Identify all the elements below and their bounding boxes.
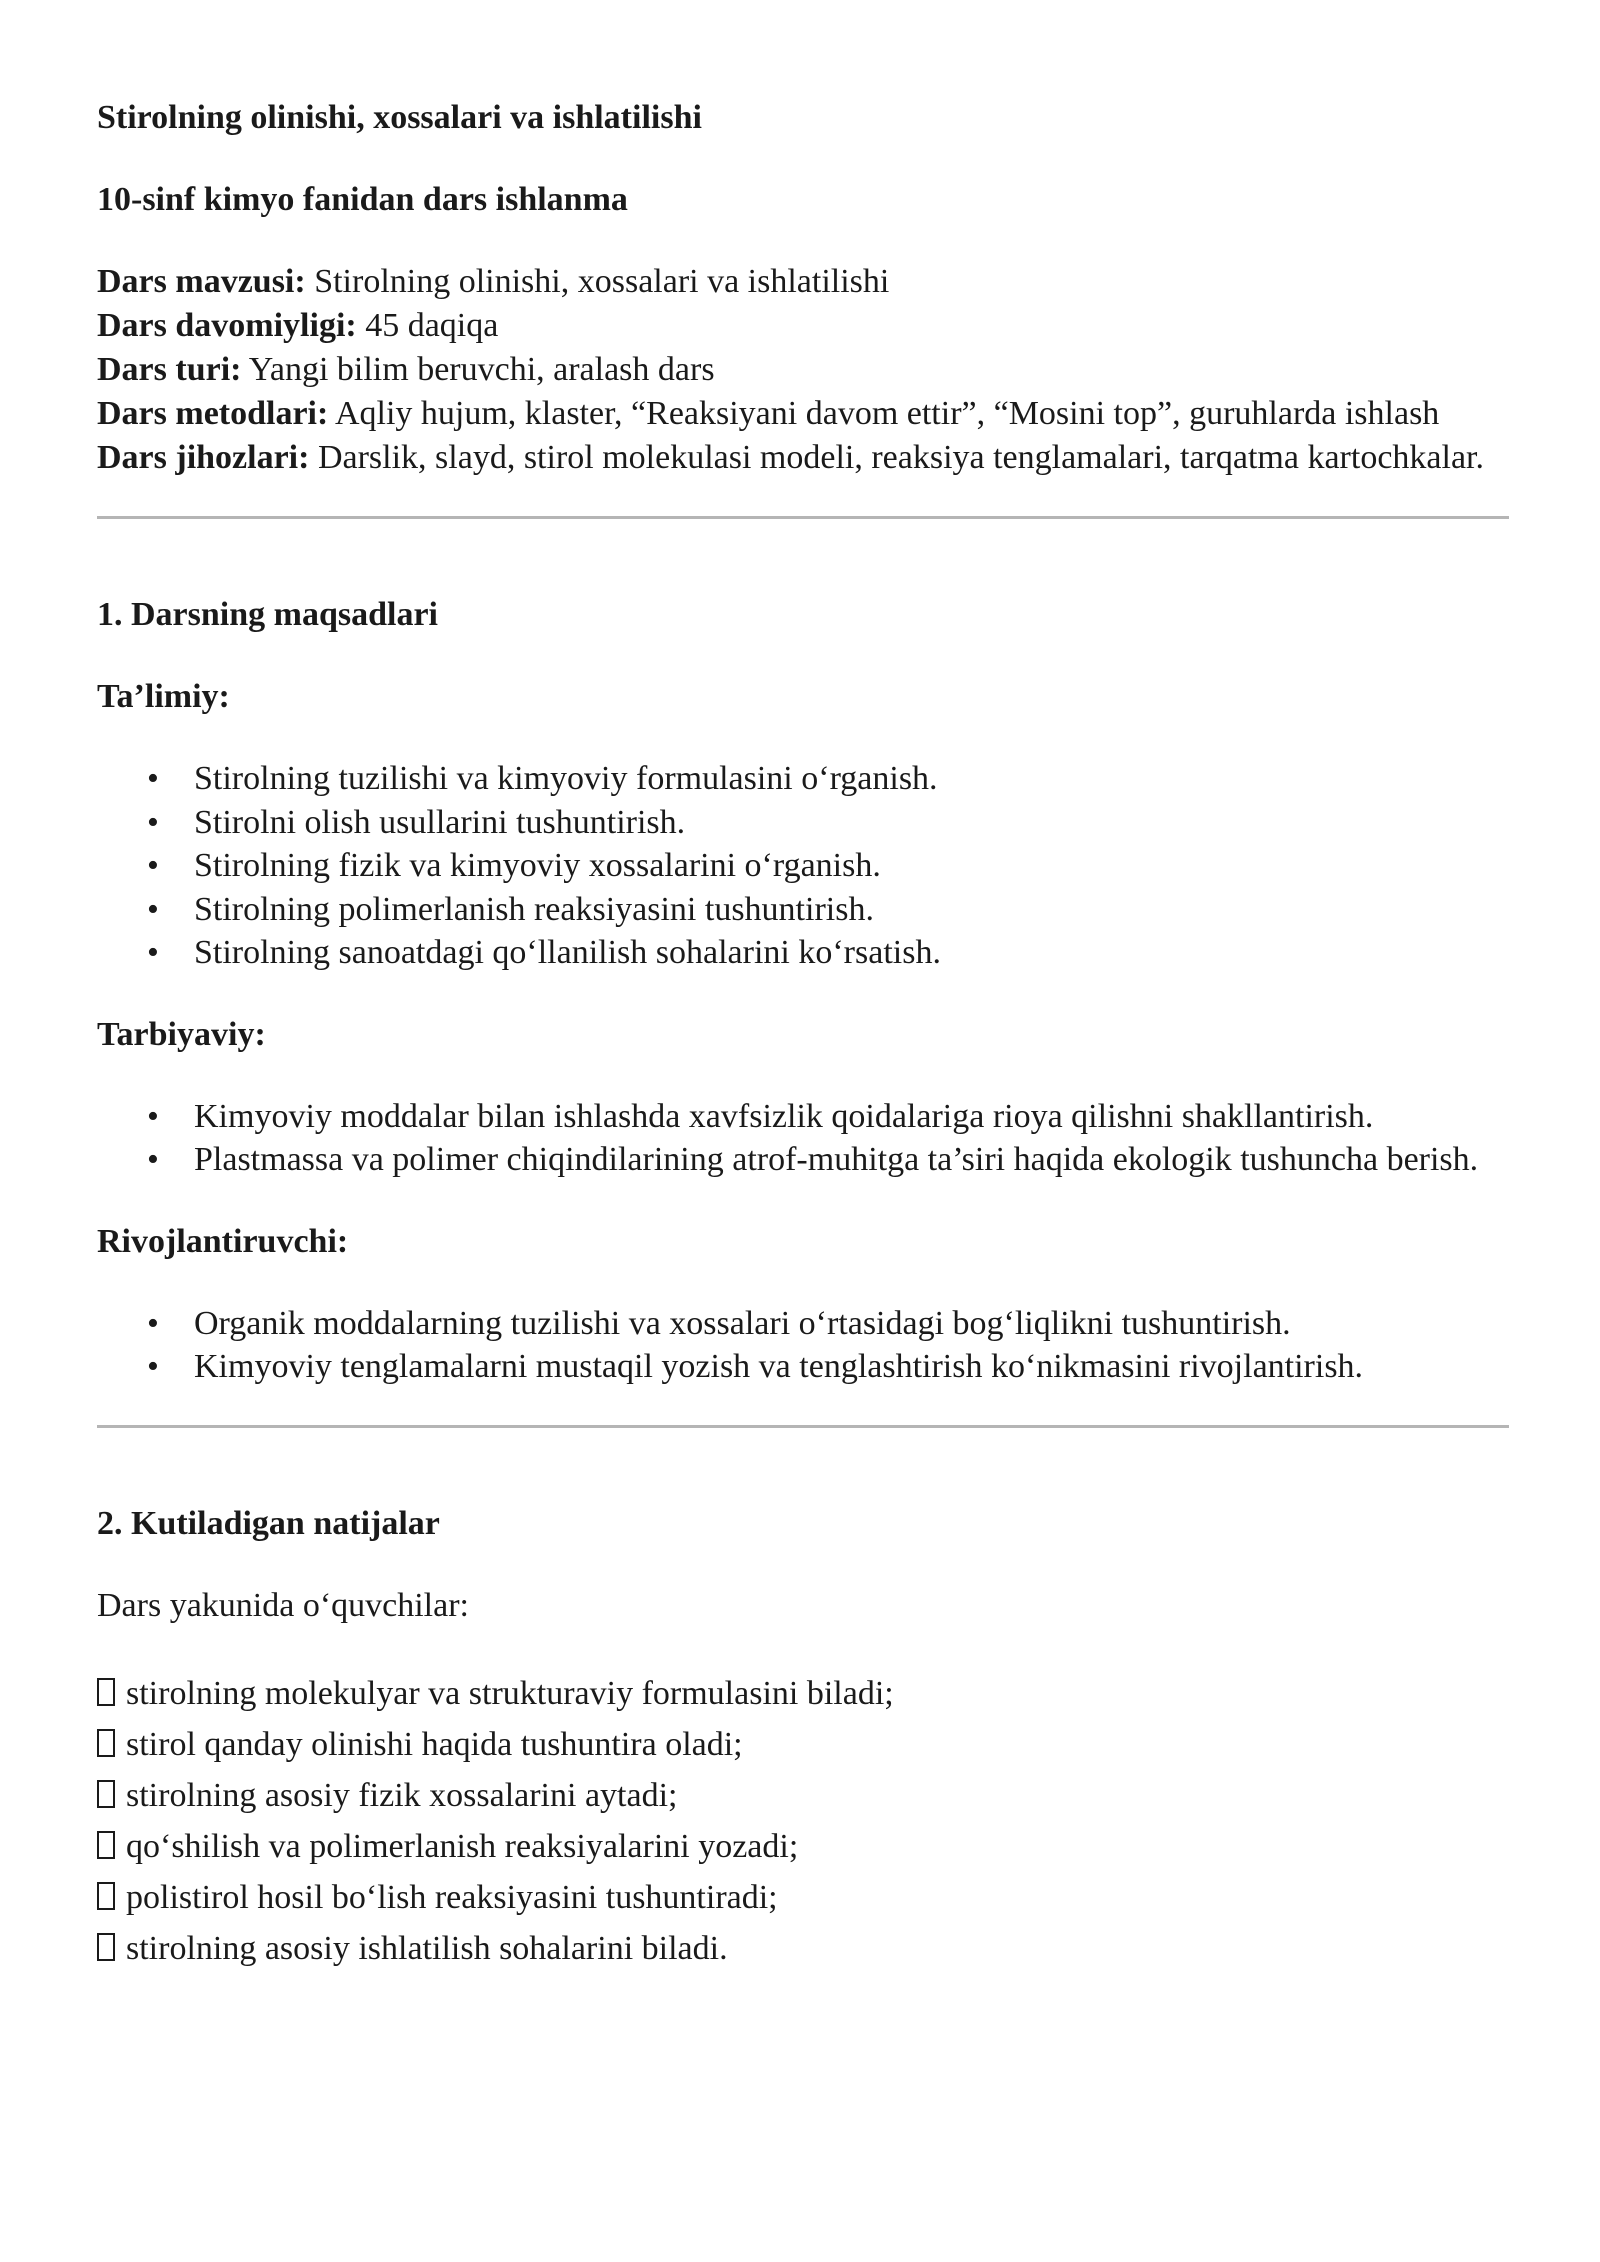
outcomes-list bbox=[97, 1668, 1509, 1974]
document-subtitle: 10-sinf kimyo fanidan dars ishlanma bbox=[97, 181, 628, 218]
list-item: • Stirolning polimerlanish reaksiyasini tushuntirish. bbox=[97, 888, 1509, 932]
meta-value: 45 daqiqa bbox=[365, 307, 499, 344]
checkbox-glyph-icon bbox=[97, 1780, 115, 1808]
section-heading-goals: 1. Darsning maqsadlari bbox=[97, 596, 438, 633]
talimiy-list bbox=[97, 757, 1509, 975]
list-item: stirol qanday olinishi haqida tushuntira oladi; bbox=[97, 1719, 1509, 1770]
tarbiyaviy-list bbox=[97, 1095, 1509, 1182]
bullet-icon: • bbox=[147, 1097, 159, 1135]
bullet-icon: • bbox=[147, 1141, 159, 1178]
lesson-meta bbox=[97, 260, 1509, 480]
meta-row-methods bbox=[97, 392, 1509, 436]
list-item: qo‘shilish va polimerlanish reaksiyalarini yozadi; bbox=[97, 1821, 1509, 1872]
list-item: • Stirolning tuzilishi va kimyoviy formulasini o‘rganish. bbox=[97, 757, 1509, 801]
meta-value: Aqliy hujum, klaster, “Reaksiyani davom ettir”, “Mosini top”, guruhlarda ishlash bbox=[334, 395, 1440, 432]
meta-label: Dars mavzusi: bbox=[97, 263, 306, 300]
meta-value: Darslik, slayd, stirol molekulasi modeli, reaksiya tenglamalari, tarqatma kartochkalar. bbox=[317, 439, 1484, 476]
list-item: • Kimyoviy tenglamalarni mustaqil yozish va tenglashtirish ko‘nikmasini rivojlantirish. bbox=[97, 1345, 1509, 1389]
rivojlantiruvchi-list bbox=[97, 1302, 1509, 1389]
section-divider bbox=[97, 516, 1509, 519]
list-item: • Organik moddalarning tuzilishi va xossalari o‘rtasidagi bog‘liqlikni tushuntirish. bbox=[97, 1302, 1509, 1346]
bullet-icon: • bbox=[147, 1348, 159, 1385]
checkbox-glyph-icon bbox=[97, 1678, 115, 1706]
checkbox-glyph-icon bbox=[97, 1882, 115, 1910]
outcomes-intro: Dars yakunida o‘quvchilar: bbox=[97, 1586, 469, 1624]
document-title: Stirolning olinishi, xossalari va ishlatilishi bbox=[97, 99, 702, 136]
meta-label: Dars turi: bbox=[97, 351, 242, 388]
bullet-icon: • bbox=[147, 1304, 159, 1342]
bullet-icon: • bbox=[147, 760, 159, 797]
list-item: • Plastmassa va polimer chiqindilarining atrof-muhitga ta’siri haqida ekologik tushuncha berish. bbox=[97, 1138, 1509, 1182]
list-item: polistirol hosil bo‘lish reaksiyasini tushuntiradi; bbox=[97, 1872, 1509, 1923]
meta-row-type bbox=[97, 348, 1509, 392]
meta-label: Dars davomiyligi: bbox=[97, 307, 357, 344]
meta-value: Stirolning olinishi, xossalari va ishlatilishi bbox=[314, 263, 890, 300]
subheading-rivojlantiruvchi: Rivojlantiruvchi: bbox=[97, 1222, 349, 1260]
list-item: stirolning asosiy ishlatilish sohalarini biladi. bbox=[97, 1923, 1509, 1974]
checkbox-glyph-icon bbox=[97, 1729, 115, 1757]
subheading-tarbiyaviy: Tarbiyaviy: bbox=[97, 1015, 266, 1053]
list-item: • Stirolning sanoatdagi qo‘llanilish sohalarini ko‘rsatish. bbox=[97, 931, 1509, 975]
section-heading-outcomes: 2. Kutiladigan natijalar bbox=[97, 1504, 440, 1542]
list-item: • Stirolni olish usullarini tushuntirish. bbox=[97, 801, 1509, 845]
section-divider bbox=[97, 1425, 1509, 1428]
list-item: stirolning asosiy fizik xossalarini aytadi; bbox=[97, 1770, 1509, 1821]
meta-label: Dars metodlari: bbox=[97, 395, 329, 432]
document-page bbox=[97, 96, 1509, 1974]
list-item: • Stirolning fizik va kimyoviy xossalarini o‘rganish. bbox=[97, 844, 1509, 888]
meta-row-topic bbox=[97, 260, 1509, 304]
list-item: stirolning molekulyar va strukturaviy formulasini biladi; bbox=[97, 1668, 1509, 1719]
subheading-talimiy: Ta’limiy: bbox=[97, 678, 230, 715]
bullet-icon: • bbox=[147, 847, 159, 884]
bullet-icon: • bbox=[147, 890, 159, 928]
checkbox-glyph-icon bbox=[97, 1831, 115, 1859]
meta-label: Dars jihozlari: bbox=[97, 439, 310, 476]
checkbox-glyph-icon bbox=[97, 1933, 115, 1961]
meta-value: Yangi bilim beruvchi, aralash dars bbox=[248, 351, 715, 388]
meta-row-equipment bbox=[97, 436, 1509, 480]
meta-row-duration bbox=[97, 304, 1509, 348]
list-item: • Kimyoviy moddalar bilan ishlashda xavfsizlik qoidalariga rioya qilishni shakllantirish. bbox=[97, 1095, 1509, 1139]
bullet-icon: • bbox=[147, 934, 159, 971]
bullet-icon: • bbox=[147, 803, 159, 841]
